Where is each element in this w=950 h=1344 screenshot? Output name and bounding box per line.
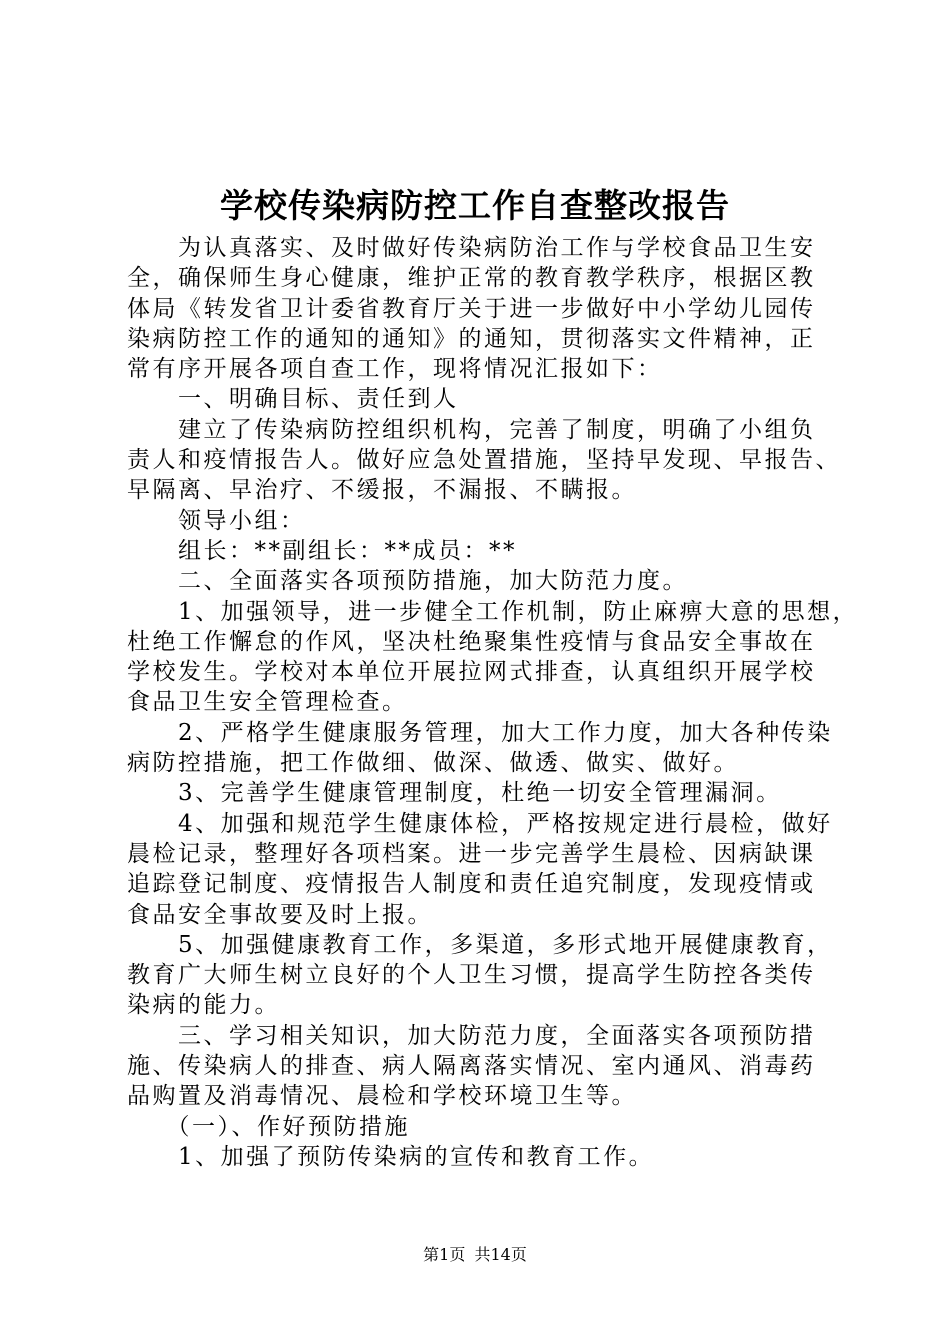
text-line: 食品卫生安全管理检查。 bbox=[127, 689, 408, 716]
text-line: 教育广大师生树立良好的个人卫生习惯，提高学生防控各类传 bbox=[127, 962, 816, 989]
document-title: 学校传染病防控工作自查整改报告 bbox=[220, 186, 730, 225]
text-line: （一）、作好预防措施 bbox=[127, 1113, 410, 1140]
text-line: 5、加强健康教育工作，多渠道，多形式地开展健康教育， bbox=[127, 931, 833, 958]
text-line: 二、全面落实各项预防措施，加大防范力度。 bbox=[127, 568, 688, 595]
text-line: 一、明确目标、责任到人 bbox=[127, 386, 459, 413]
text-line: 2、严格学生健康服务管理，加大工作力度，加大各种传染 bbox=[127, 719, 833, 746]
text-line: 领导小组： bbox=[127, 507, 306, 534]
page-number-total: 共14页 bbox=[474, 1245, 527, 1264]
text-line: 常有序开展各项自查工作，现将情况汇报如下： bbox=[127, 356, 663, 383]
text-line: 食品安全事故要及时上报。 bbox=[127, 901, 433, 928]
document-body bbox=[127, 233, 859, 1172]
text-line: 1、加强了预防传染病的宣传和教育工作。 bbox=[127, 1143, 655, 1170]
text-line: 组长：**副组长：**成员：** bbox=[127, 537, 517, 564]
page-number-current: 第1页 bbox=[423, 1245, 466, 1264]
text-line: 杜绝工作懈怠的作风，坚决杜绝聚集性疫情与食品安全事故在 bbox=[127, 628, 816, 655]
text-line: 体局《转发省卫计委省教育厅关于进一步做好中小学幼儿园传 bbox=[127, 295, 816, 322]
text-line: 追踪登记制度、疫情报告人制度和责任追究制度，发现疫情或 bbox=[127, 871, 816, 898]
text-line: 晨检记录，整理好各项档案。进一步完善学生晨检、因病缺课 bbox=[127, 840, 816, 867]
text-line: 品购置及消毒情况、晨检和学校环境卫生等。 bbox=[127, 1083, 637, 1110]
text-line: 施、传染病人的排查、病人隔离落实情况、室内通风、消毒药 bbox=[127, 1053, 816, 1080]
text-line: 1、加强领导，进一步健全工作机制，防止麻痹大意的思想， bbox=[127, 598, 859, 625]
text-line: 三、学习相关知识，加大防范力度，全面落实各项预防措 bbox=[127, 1022, 816, 1049]
page-footer bbox=[0, 1244, 950, 1266]
text-line: 染病防控工作的通知的通知》的通知，贯彻落实文件精神，正 bbox=[127, 325, 816, 352]
text-line: 责人和疫情报告人。做好应急处置措施，坚持早发现、早报告、 bbox=[127, 447, 841, 474]
text-line: 全，确保师生身心健康，维护正常的教育教学秩序，根据区教 bbox=[127, 265, 816, 292]
text-line: 3、完善学生健康管理制度，杜绝一切安全管理漏洞。 bbox=[127, 780, 782, 807]
text-line: 建立了传染病防控组织机构，完善了制度，明确了小组负 bbox=[127, 416, 816, 443]
text-line: 学校发生。学校对本单位开展拉网式排查，认真组织开展学校 bbox=[127, 659, 816, 686]
text-line: 早隔离、早治疗、不缓报，不漏报、不瞒报。 bbox=[127, 477, 637, 504]
text-line: 染病的能力。 bbox=[127, 992, 280, 1019]
text-line: 病防控措施，把工作做细、做深、做透、做实、做好。 bbox=[127, 750, 739, 777]
text-line: 为认真落实、及时做好传染病防治工作与学校食品卫生安 bbox=[127, 235, 816, 261]
text-line: 4、加强和规范学生健康体检，严格按规定进行晨检，做好 bbox=[127, 810, 833, 837]
